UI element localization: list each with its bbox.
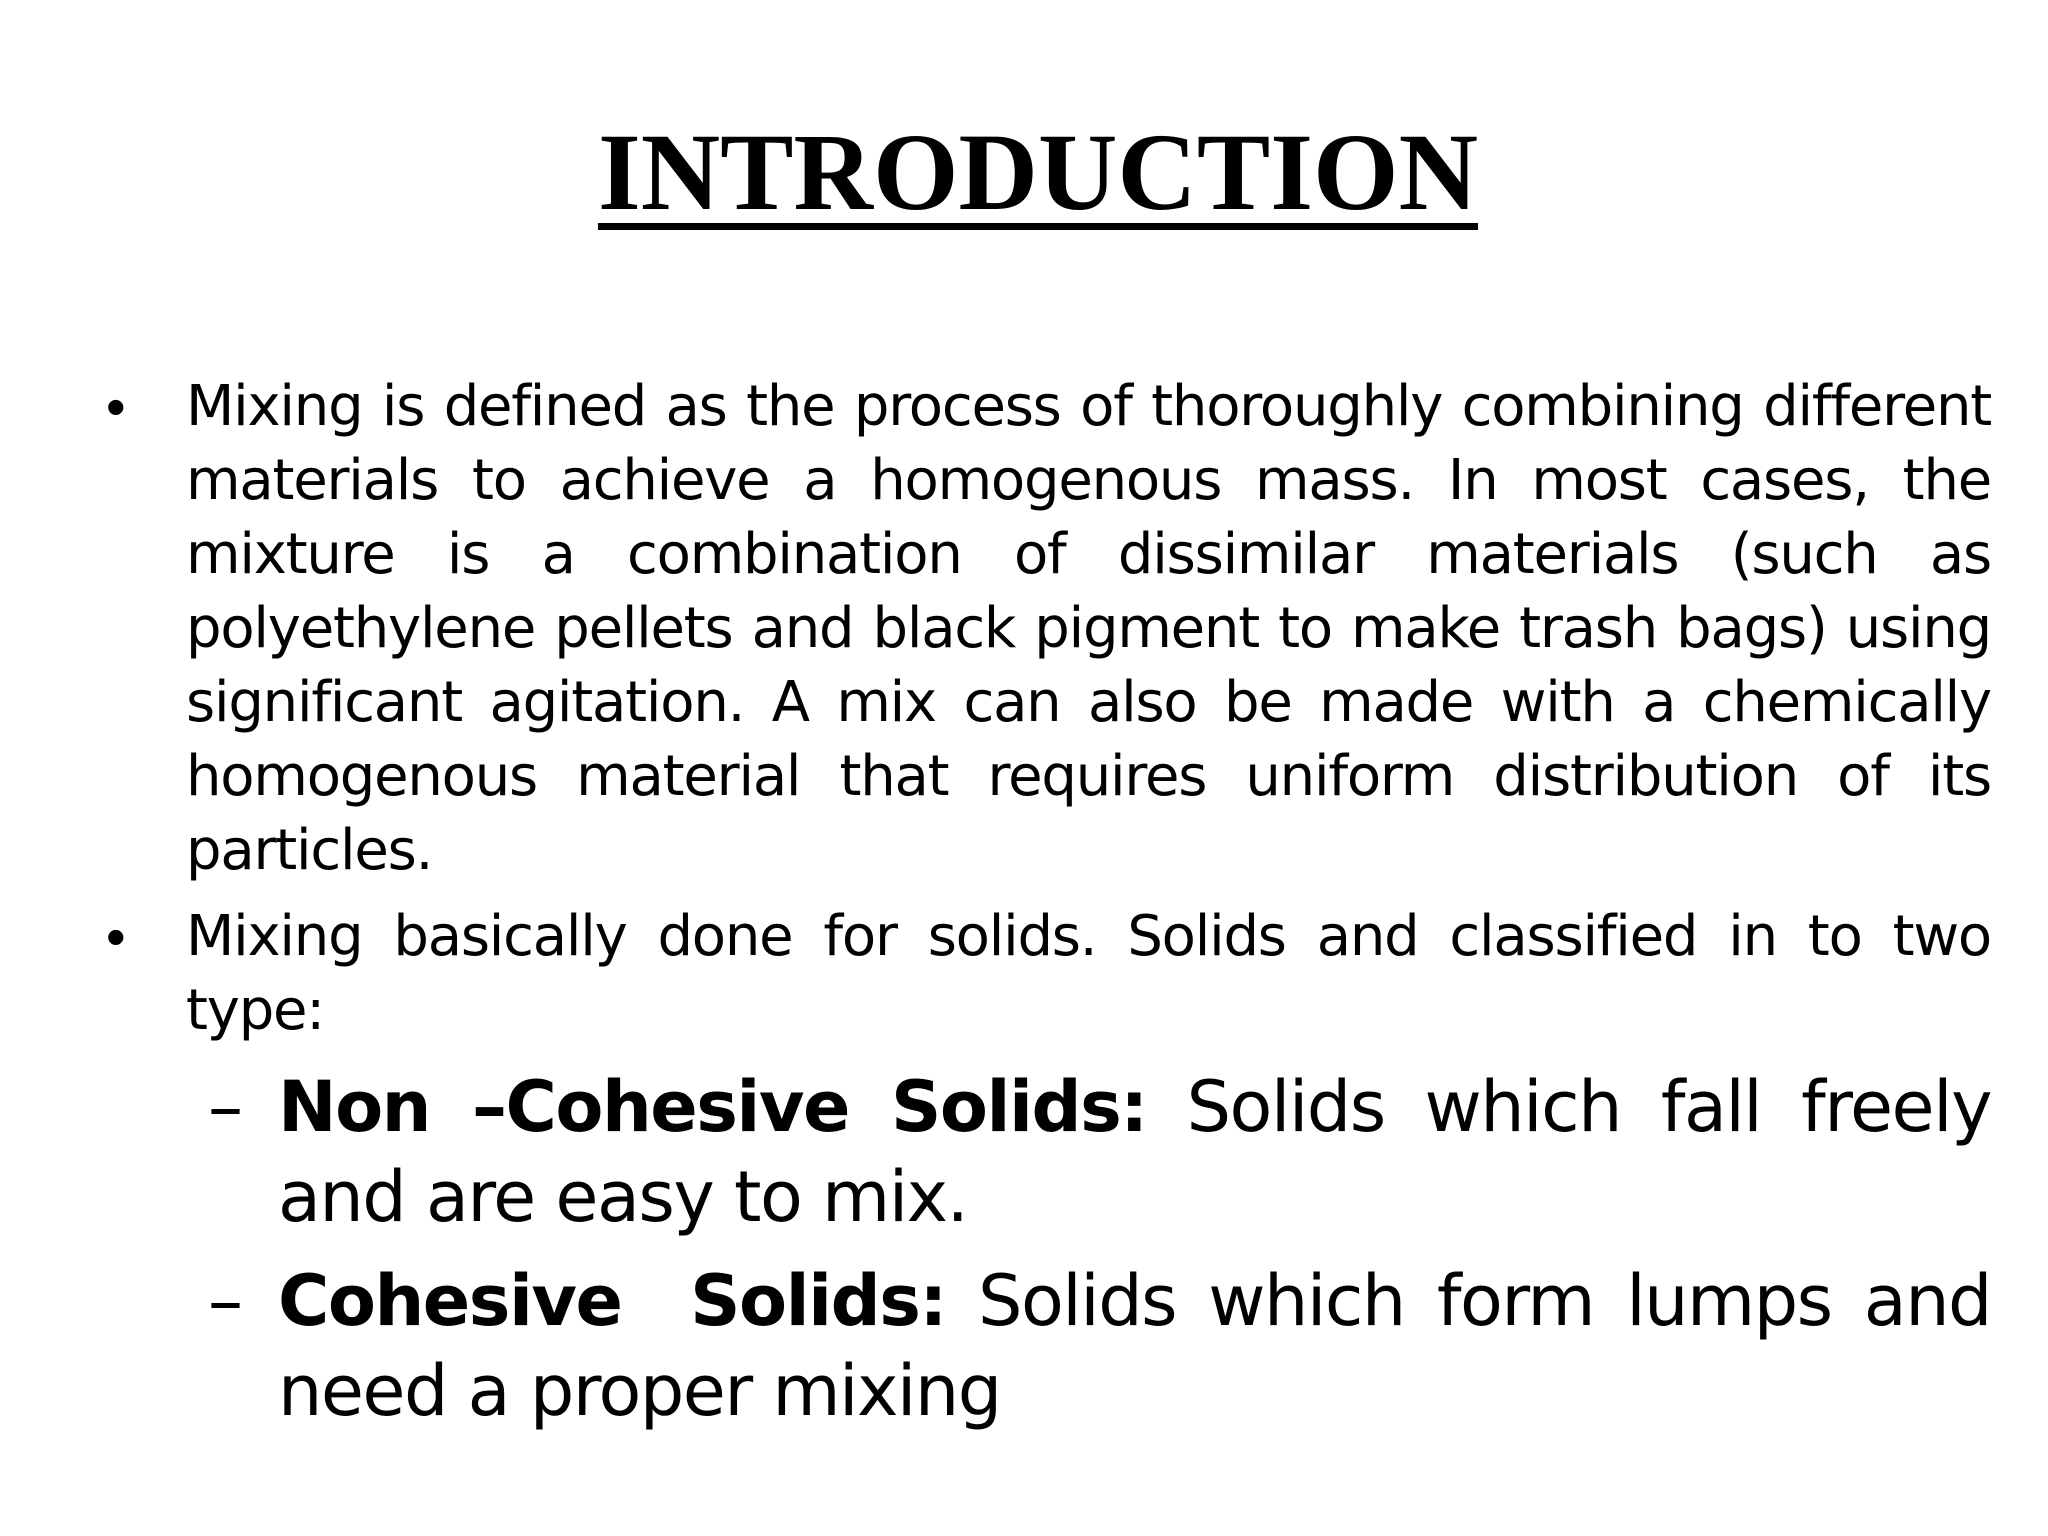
sub-bullet-cohesive <box>208 1256 1991 1436</box>
sub-bullet-term: Cohesive Solids: <box>278 1260 946 1342</box>
sub-bullet-marker: – <box>208 1066 242 1148</box>
sub-bullet-term: Non –Cohesive Solids: <box>278 1066 1147 1148</box>
slide-title: INTRODUCTION <box>597 111 1479 233</box>
bullet-text: Mixing basically done for solids. Solids and classified in to two type: <box>186 904 1991 1043</box>
bullet-marker: • <box>106 905 125 968</box>
sub-bullet-marker: – <box>208 1260 242 1342</box>
sub-bullet-non-cohesive <box>208 1062 1991 1242</box>
bullet-item-definition <box>106 370 1991 888</box>
slide-body <box>106 370 1991 1444</box>
bullet-item-solids <box>106 900 1991 1048</box>
sub-bullet-text: Solids which form lumps and need a proper mixing <box>278 1260 1991 1432</box>
bullet-marker: • <box>106 375 125 438</box>
bullet-text: Mixing is defined as the process of thoroughly combining different materials to achieve a homogenous mass. In most cases, the mixture is a combination of dissimilar materials (such as polyethylene pellets and black pigment to make trash bags) using significant agitation. A mix can also be made with a chemically homogenous material that requires uniform distribution of its particles. <box>186 374 1991 883</box>
sub-bullet-text: Solids which fall freely and are easy to mix. <box>278 1066 1992 1238</box>
